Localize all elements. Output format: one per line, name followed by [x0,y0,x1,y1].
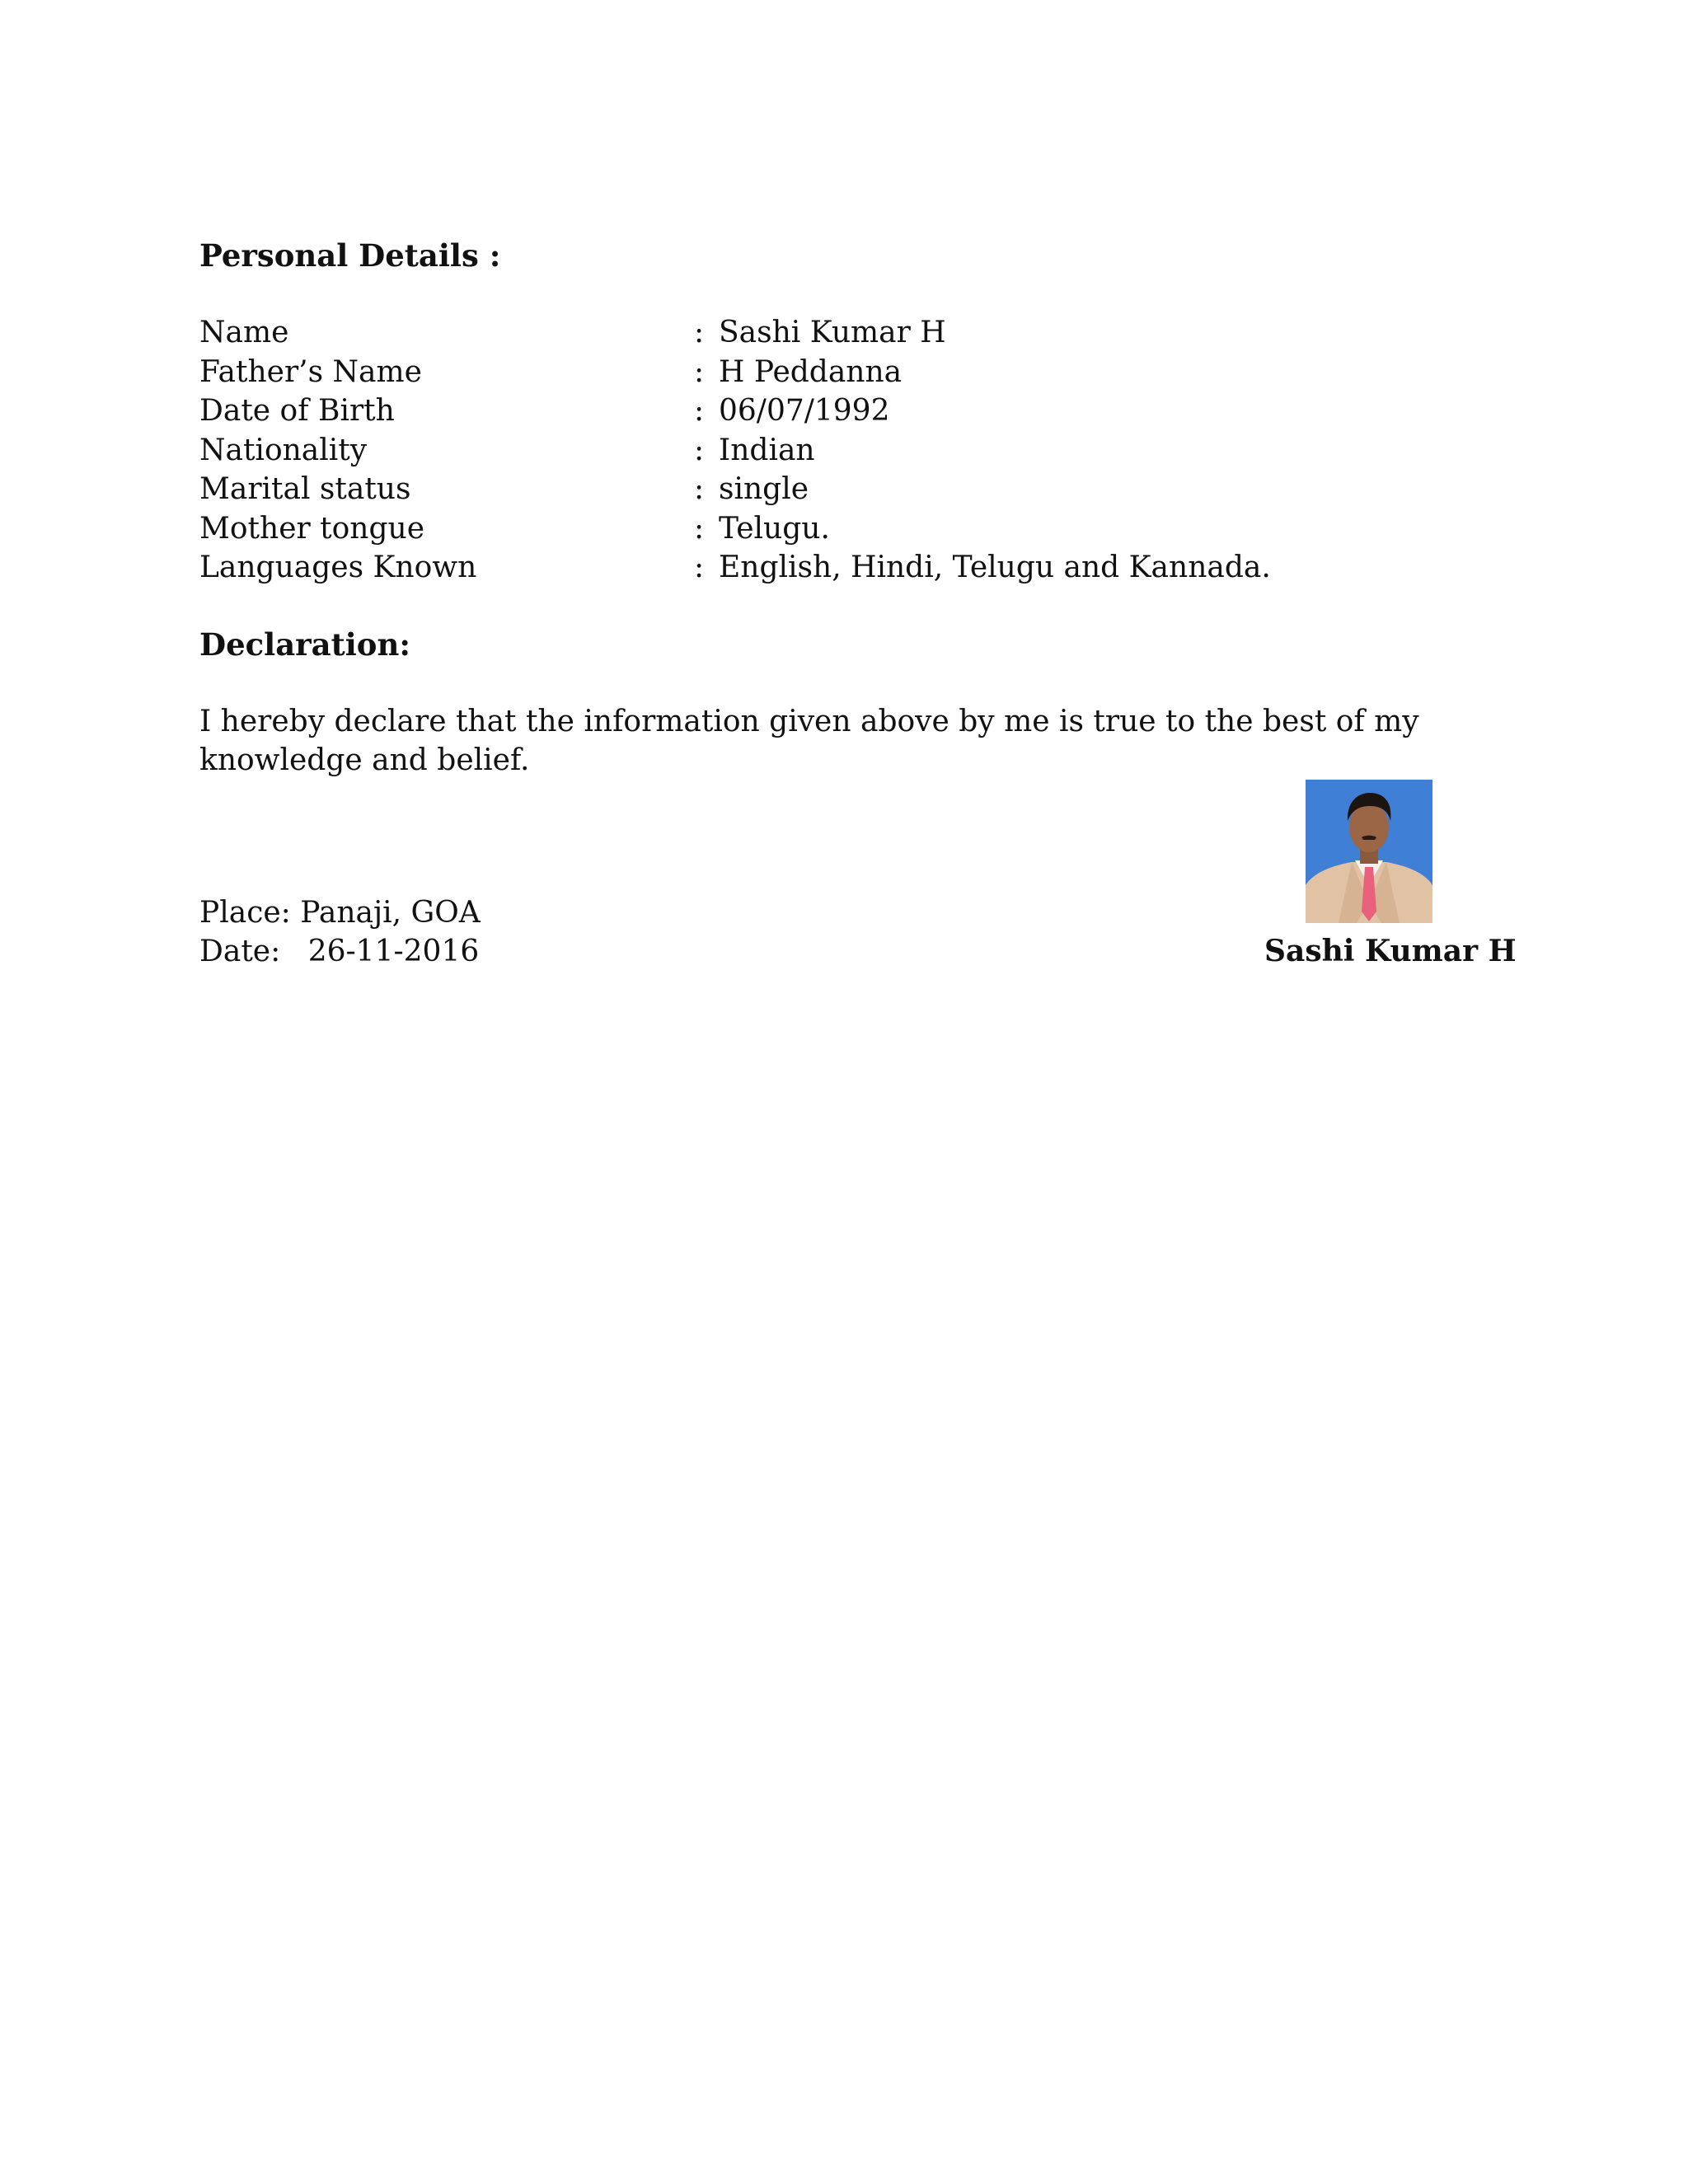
detail-value: Sashi Kumar H [719,316,946,349]
detail-row-languages-known [199,548,1518,588]
place-date-block [199,893,481,971]
detail-label: Nationality [199,433,368,467]
date-label: Date: [199,935,281,968]
personal-details-heading: Personal Details : [199,237,501,274]
detail-label: Father’s Name [199,354,422,389]
detail-value: English, Hindi, Telugu and Kannada. [719,551,1271,584]
detail-row-nationality [199,431,1518,471]
detail-separator: : [694,511,705,546]
detail-label: Languages Known [199,551,477,584]
place-value: Panaji, GOA [300,896,481,930]
detail-row-marital-status [199,470,1518,509]
detail-separator: : [694,394,705,428]
detail-separator: : [694,472,705,506]
detail-value: Telugu. [719,511,830,546]
detail-value: single [719,472,809,506]
date-line [199,932,481,971]
date-value: 26-11-2016 [307,935,480,968]
place-label: Place: [199,896,291,930]
detail-separator: : [694,316,705,349]
detail-label: Marital status [199,472,411,506]
personal-details-list [199,313,1518,588]
passport-photo [1306,780,1432,923]
detail-separator: : [694,354,705,389]
place-line [199,893,481,932]
detail-row-mother-tongue [199,509,1518,549]
detail-label: Name [199,316,289,349]
detail-value: 06/07/1992 [719,394,890,428]
detail-row-fathers-name [199,353,1518,392]
detail-label: Mother tongue [199,511,425,546]
detail-label: Date of Birth [199,394,395,428]
signature-name: Sashi Kumar H [1264,934,1517,968]
detail-row-date-of-birth [199,391,1518,431]
detail-separator: : [694,433,705,467]
declaration-heading: Declaration: [199,626,411,663]
declaration-text: I hereby declare that the information given above by me is true to the best of my knowledge and belief. [199,705,1419,777]
detail-separator: : [694,551,705,584]
detail-value: Indian [719,433,815,467]
detail-value: H Peddanna [719,354,903,389]
detail-row-name [199,313,1518,353]
